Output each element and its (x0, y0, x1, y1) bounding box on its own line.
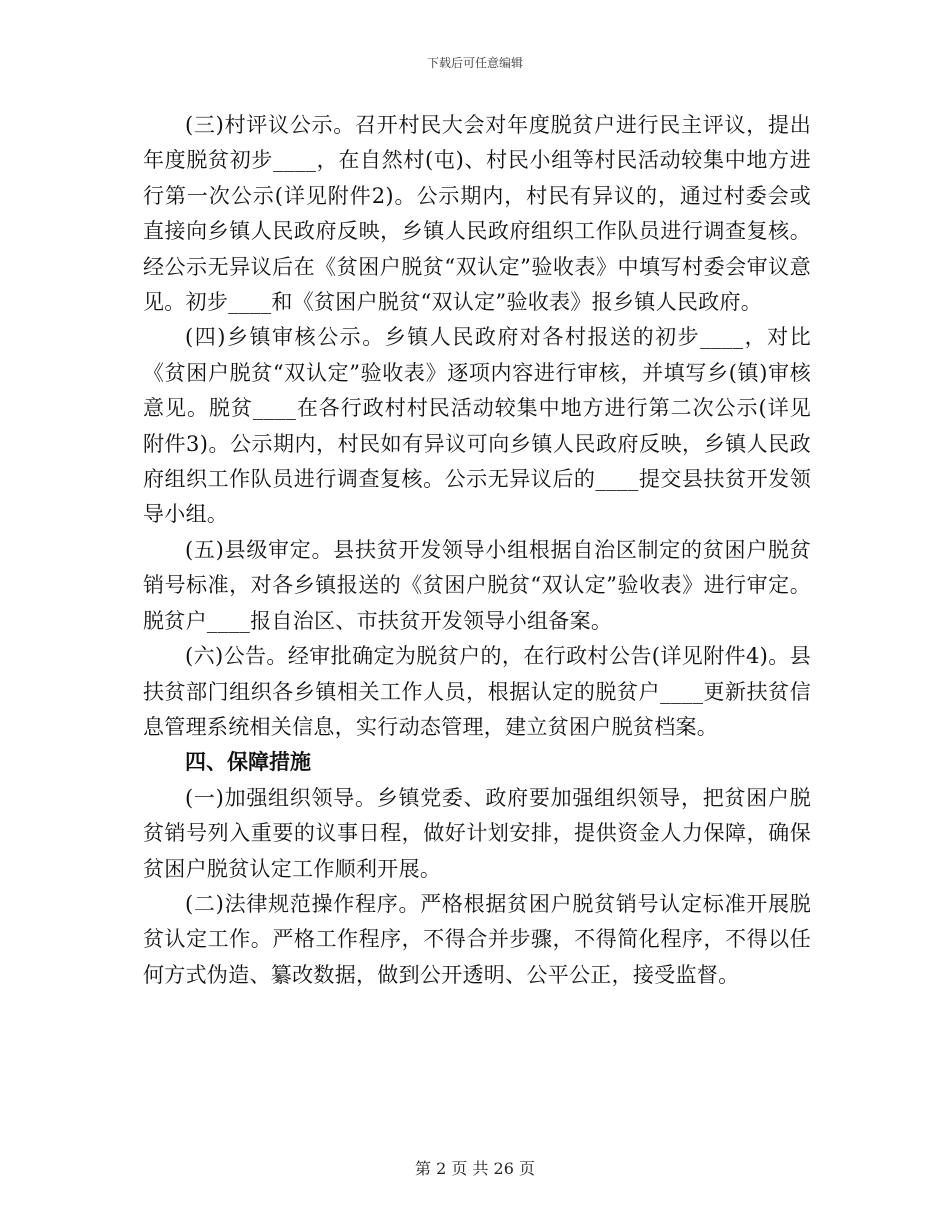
paragraph-organization: (一)加强组织领导。乡镇党委、政府要加强组织领导，把贫困户脱贫销号列入重要的议事日程，做好计划安排，提供资金人力保障，确保贫困户脱贫认定工作顺利开展。 (143, 785, 811, 881)
section-heading-safeguards: 四、保障措施 (185, 750, 311, 775)
paragraph-announcement: (六)公告。经审批确定为脱贫户的，在行政村公告(详见附件4)。县扶贫部门组织各乡镇相关工作人员，根据认定的脱贫户____更新扶贫信息管理系统相关信息，实行动态管理，建立贫困户脱贫档案。 (143, 644, 811, 739)
document-body (143, 108, 811, 993)
paragraph-township-review: (四)乡镇审核公示。乡镇人民政府对各村报送的初步____，对比《贫困户脱贫“双认定”验收表》逐项内容进行审核，并填写乡(镇)审核意见。脱贫____在各行政村村民活动较集中地方进行第二次公示(详见附件3)。公示期内，村民如有异议可向乡镇人民政府反映，乡镇人民政府组织工作队员进行调查复核。公示无异议后的____提交县扶贫开发领导小组。 (143, 325, 811, 527)
paragraph-procedure: (二)法律规范操作程序。严格根据贫困户脱贫销号认定标准开展脱贫认定工作。严格工作程序，不得合并步骤，不得简化程序，不得以任何方式伪造、纂改数据，做到公开透明、公平公正，接受监督。 (143, 891, 811, 987)
paragraph-county-approval: (五)县级审定。县扶贫开发领导小组根据自治区制定的贫困户脱贫销号标准，对各乡镇报送的《贫困户脱贫“双认定”验收表》进行审定。脱贫户____报自治区、市扶贫开发领导小组备案。 (143, 537, 811, 633)
page-header: 下载后可任意编辑 (426, 56, 523, 70)
paragraph-village-review: (三)村评议公示。召开村民大会对年度脱贫户进行民主评议，提出年度脱贫初步____，在自然村(屯)、村民小组等村民活动较集中地方进行第一次公示(详见附件2)。公示期内，村民有异议的，通过村委会或直接向乡镇人民政府反映，乡镇人民政府组织工作队员进行调查复核。经公示无异议后在《贫困户脱贫“双认定”验收表》中填写村委会审议意见。初步____和《贫困户脱贫“双认定”验收表》报乡镇人民政府。 (143, 113, 811, 315)
page-footer: 第 2 页 共 26 页 (415, 1159, 535, 1178)
